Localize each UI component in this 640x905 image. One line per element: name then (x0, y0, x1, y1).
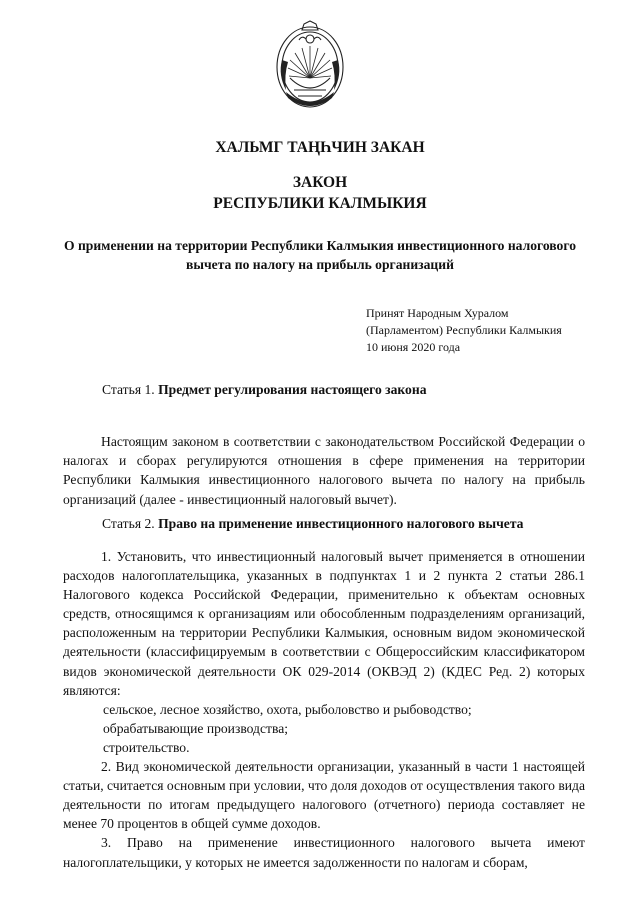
article-2-heading (102, 514, 523, 533)
list-item: обрабатывающие производства; (103, 720, 289, 736)
law-subject: О применении на территории Республики Калмыкия инвестиционного налогового вычета по налогу на прибыль организаций (63, 238, 576, 272)
article-1-heading (102, 380, 427, 399)
article-2-part-2: 2. Вид экономической деятельности организации, указанный в части 1 настоящей статьи, считается основным при условии, что доля доходов от осуществления такого вида деятельности по итогам предыдущего налогового (отчетного) периода составляет не менее 70 процентов в общей сумме доходов. (63, 759, 585, 832)
list-item: строительство. (103, 739, 190, 755)
adoption-line2: (Парламентом) Республики Калмыкия (366, 323, 562, 337)
adoption-date: 10 июня 2020 года (366, 340, 461, 354)
adoption-line1: Принят Народным Хуралом (366, 306, 509, 320)
article-2-title: Право на применение инвестиционного налогового вычета (158, 516, 524, 531)
article-1-text: Настоящим законом в соответствии с законодательством Российской Федерации о налогах и сборах регулируются отношения в сфере применения на территории Республики Калмыкия инвестиционного налогового вычета по налогу на прибыль организаций (далее - инвестиционный налоговый вычет). (63, 434, 585, 507)
article-2-prefix: Статья 2. (102, 516, 159, 531)
law-title-line2: РЕСПУБЛИКИ КАЛМЫКИЯ (213, 195, 427, 212)
emblem-kalmykia-seal (272, 20, 348, 112)
article-1-prefix: Статья 1. (102, 382, 159, 397)
article-2-body (63, 547, 585, 872)
article-1-title: Предмет регулирования настоящего закона (158, 382, 427, 397)
adoption-note (366, 305, 616, 356)
kalmyk-law-title: ХАЛЬМГ ТАҢҺЧИН ЗАКАН (215, 139, 425, 156)
law-title-line1: ЗАКОН (292, 174, 348, 191)
article-2-part-1: 1. Установить, что инвестиционный налоговый вычет применяется в отношении расходов налогоплательщика, указанных в подпунктах 1 и 2 пункта 2 статьи 286.1 Налогового кодекса Российской Федерации, применительно к объектам основных средств, относящимся к организациям или обособленным подразделениям организаций, расположенным на территории Республики Калмыкия, основным видом экономической деятельности (классифицируемым в соответствии с Общероссийским классификатором видов экономической деятельности ОК 029-2014 (ОКВЭД 2) (КДЕС Ред. 2) которых являются: (63, 549, 585, 698)
article-2-part-3: 3. Право на применение инвестиционного налогового вычета имеют налогоплательщики, у которых не имеется задолженности по налогам и сборам, (63, 835, 585, 870)
list-item: сельское, лесное хозяйство, охота, рыболовство и рыбоводство; (103, 701, 472, 717)
